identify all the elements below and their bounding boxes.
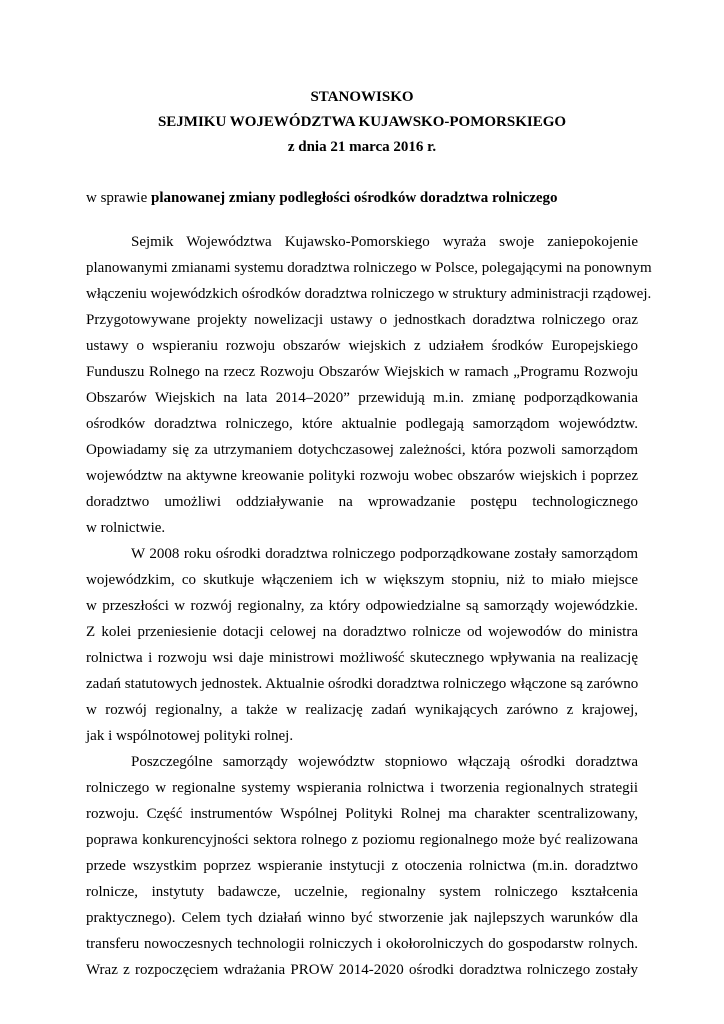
text-line: doradztwo umożliwi oddziaływanie na wprowadzanie postępu technologicznego [86,494,638,510]
text-line: rozwoju. Część instrumentów Wspólnej Polityki Rolnej ma charakter scentralizowany, [86,806,638,822]
text-line: ustawy o wspieraniu rozwoju obszarów wiejskich z udziałem środków Europejskiego [86,338,638,354]
text-line: Wraz z rozpoczęciem wdrażania PROW 2014-2020 ośrodki doradztwa rolniczego zostały [86,962,638,978]
document-type-heading: STANOWISKO [310,89,414,105]
text-line: Funduszu Rolnego na rzecz Rozwoju Obszarów Wiejskich w ramach „Programu Rozwoju [86,364,638,380]
text-line: planowanymi zmianami systemu doradztwa rolniczego w Polsce, polegającymi na ponownym [86,260,652,276]
text-line: W 2008 roku ośrodki doradztwa rolniczego podporządkowane zostały samorządom [131,546,638,562]
text-line: przede wszystkim poprzez wspieranie instytucji z otoczenia rolnictwa (m.in. doradztwo [86,858,638,874]
text-line: Przygotowywane projekty nowelizacji ustawy o jednostkach doradztwa rolniczego oraz [86,312,638,328]
text-line: wojewódzkim, co skutkuje włączeniem ich w większym stopniu, niż to miało miejsce [86,572,638,588]
text-line: transferu nowoczesnych technologii rolniczych i okołorolniczych do gospodarstw rolnych. [86,936,638,952]
text-line: rolnictwa i rozwoju wsi daje ministrowi możliwość skutecznego wpływania na realizację [86,650,638,666]
subject-title: planowanej zmiany podległości ośrodków doradztwa rolniczego [150,190,558,206]
text-line: Poszczególne samorządy województw stopniowo włączają ośrodki doradztwa [131,754,638,770]
text-line: rolnicze, instytuty badawcze, uczelnie, regionalny system rolniczego kształcenia [86,884,638,900]
text-line: ośrodków doradztwa rolniczego, które aktualnie podlegają samorządom województw. [86,416,638,432]
text-line: w przeszłości w rozwój regionalny, za który odpowiedzialne są samorządy wojewódzkie. [86,598,638,614]
text-line: województw na aktywne kreowanie polityki rozwoju wobec obszarów wiejskich i poprzez [86,468,638,484]
text-line: Sejmik Województwa Kujawsko-Pomorskiego wyraża swoje zaniepokojenie [131,234,638,250]
text-line: poprawa konkurencyjności sektora rolnego z poziomu regionalnego może być realizowana [86,832,638,848]
issuer-heading: SEJMIKU WOJEWÓDZTWA KUJAWSKO-POMORSKIEGO [157,114,567,130]
date-heading: z dnia 21 marca 2016 r. [287,139,437,155]
subject-prefix: w sprawie [86,190,151,206]
text-line: Z kolei przeniesienie dotacji celowej na doradztwo rolnicze od wojewodów do ministra [86,624,638,640]
subject-line [86,188,558,208]
text-line: Obszarów Wiejskich na lata 2014–2020” przewidują m.in. zmianę podporządkowania [86,390,638,406]
text-line: w rolnictwie. [86,520,166,536]
text-line: jak i wspólnotowej polityki rolnej. [86,728,294,744]
text-line: praktycznego). Celem tych działań winno być stworzenie jak najlepszych warunków dla [86,910,638,926]
text-line: rolniczego w regionalne systemy wspierania rolnictwa i tworzenia regionalnych strategii [86,780,638,796]
text-line: w rozwój regionalny, a także w realizację zadań wynikających zarówno z krajowej, [86,702,638,718]
text-line: Opowiadamy się za utrzymaniem dotychczasowej zależności, która pozwoli samorządom [86,442,638,458]
text-line: zadań statutowych jednostek. Aktualnie ośrodki doradztwa rolniczego włączone są zarówno [86,676,639,692]
text-line: włączeniu wojewódzkich ośrodków doradztwa rolniczego w struktury administracji rządowej. [86,286,652,302]
